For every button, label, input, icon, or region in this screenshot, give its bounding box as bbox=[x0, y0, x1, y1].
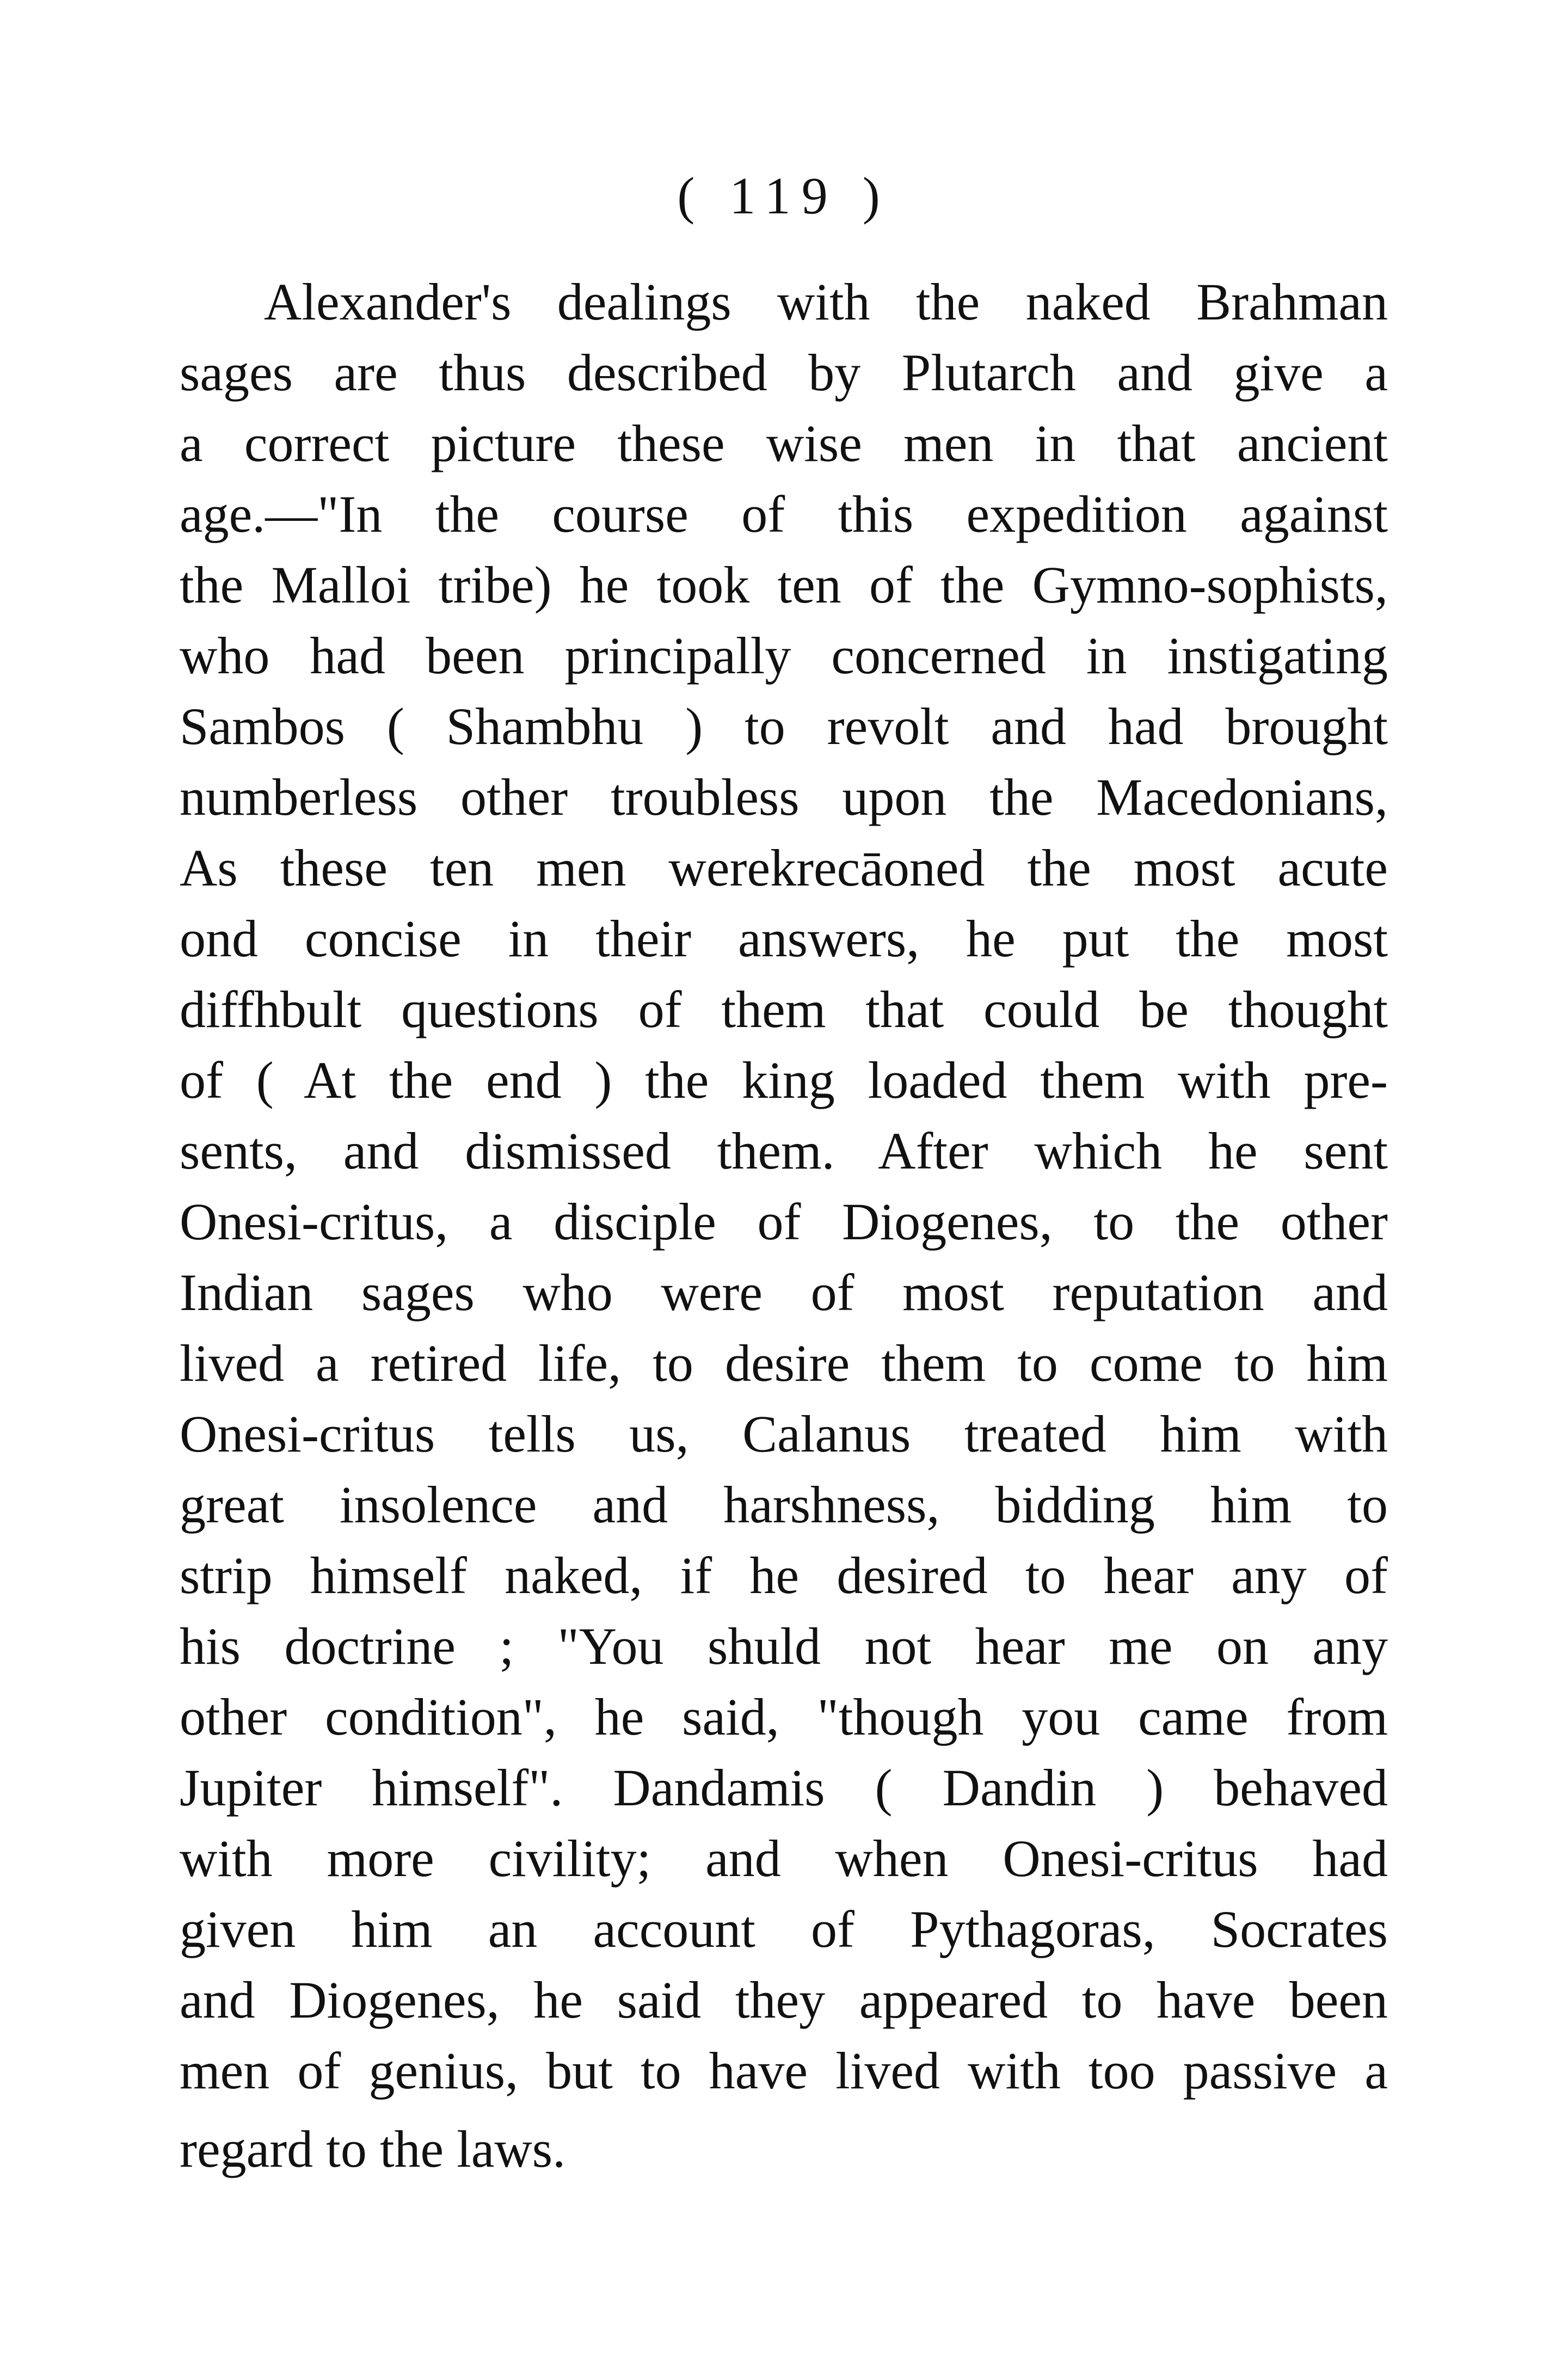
text-line: diffhbult questions of them that could be thought bbox=[180, 980, 1388, 1038]
text-line: of ( At the end ) the king loaded them with pre- bbox=[180, 1051, 1388, 1109]
text-line: numberless other troubless upon the Macedonians, bbox=[180, 768, 1388, 826]
text-line: Sambos ( Shambhu ) to revolt and had brought bbox=[180, 697, 1388, 755]
text-line: Onesi-critus, a disciple of Diogenes, to the other bbox=[180, 1192, 1388, 1251]
text-line: Alexander's dealings with the naked Brahman bbox=[264, 273, 1388, 331]
text-line: and Diogenes, he said they appeared to have been bbox=[180, 1971, 1388, 2029]
text-line: the Malloi tribe) he took ten of the Gymno-sophists, bbox=[180, 556, 1388, 614]
text-line: other condition", he said, "though you came from bbox=[180, 1688, 1388, 1746]
text-line: age.—"In the course of this expedition against bbox=[180, 485, 1388, 543]
text-line: his doctrine ; "You shuld not hear me on any bbox=[180, 1617, 1388, 1675]
text-line: As these ten men werekrecāoned the most acute bbox=[180, 839, 1388, 897]
text-line: men of genius, but to have lived with too passive a bbox=[180, 2042, 1388, 2100]
text-line: a correct picture these wise men in that ancient bbox=[180, 414, 1388, 472]
text-line: strip himself naked, if he desired to hear any of bbox=[180, 1546, 1388, 1604]
text-line: regard to the laws. bbox=[180, 2120, 566, 2178]
text-line: Jupiter himself". Dandamis ( Dandin ) behaved bbox=[180, 1759, 1388, 1817]
text-line: sents, and dismissed them. After which he sent bbox=[180, 1122, 1388, 1180]
text-line: who had been principally concerned in instigating bbox=[180, 626, 1388, 685]
text-line: ond concise in their answers, he put the most bbox=[180, 909, 1388, 968]
body-paragraph bbox=[180, 267, 1388, 2185]
text-line: given him an account of Pythagoras, Socrates bbox=[180, 1900, 1388, 1958]
page-number: ( 119 ) bbox=[677, 167, 891, 225]
text-line: Indian sages who were of most reputation and bbox=[180, 1263, 1388, 1321]
text-line: sages are thus described by Plutarch and give a bbox=[180, 343, 1388, 402]
text-line: Onesi-critus tells us, Calanus treated him with bbox=[180, 1405, 1388, 1463]
text-line: lived a retired life, to desire them to come to him bbox=[180, 1334, 1388, 1392]
text-line: great insolence and harshness, bidding him to bbox=[180, 1475, 1388, 1534]
text-line: with more civility; and when Onesi-critus had bbox=[180, 1829, 1388, 1887]
